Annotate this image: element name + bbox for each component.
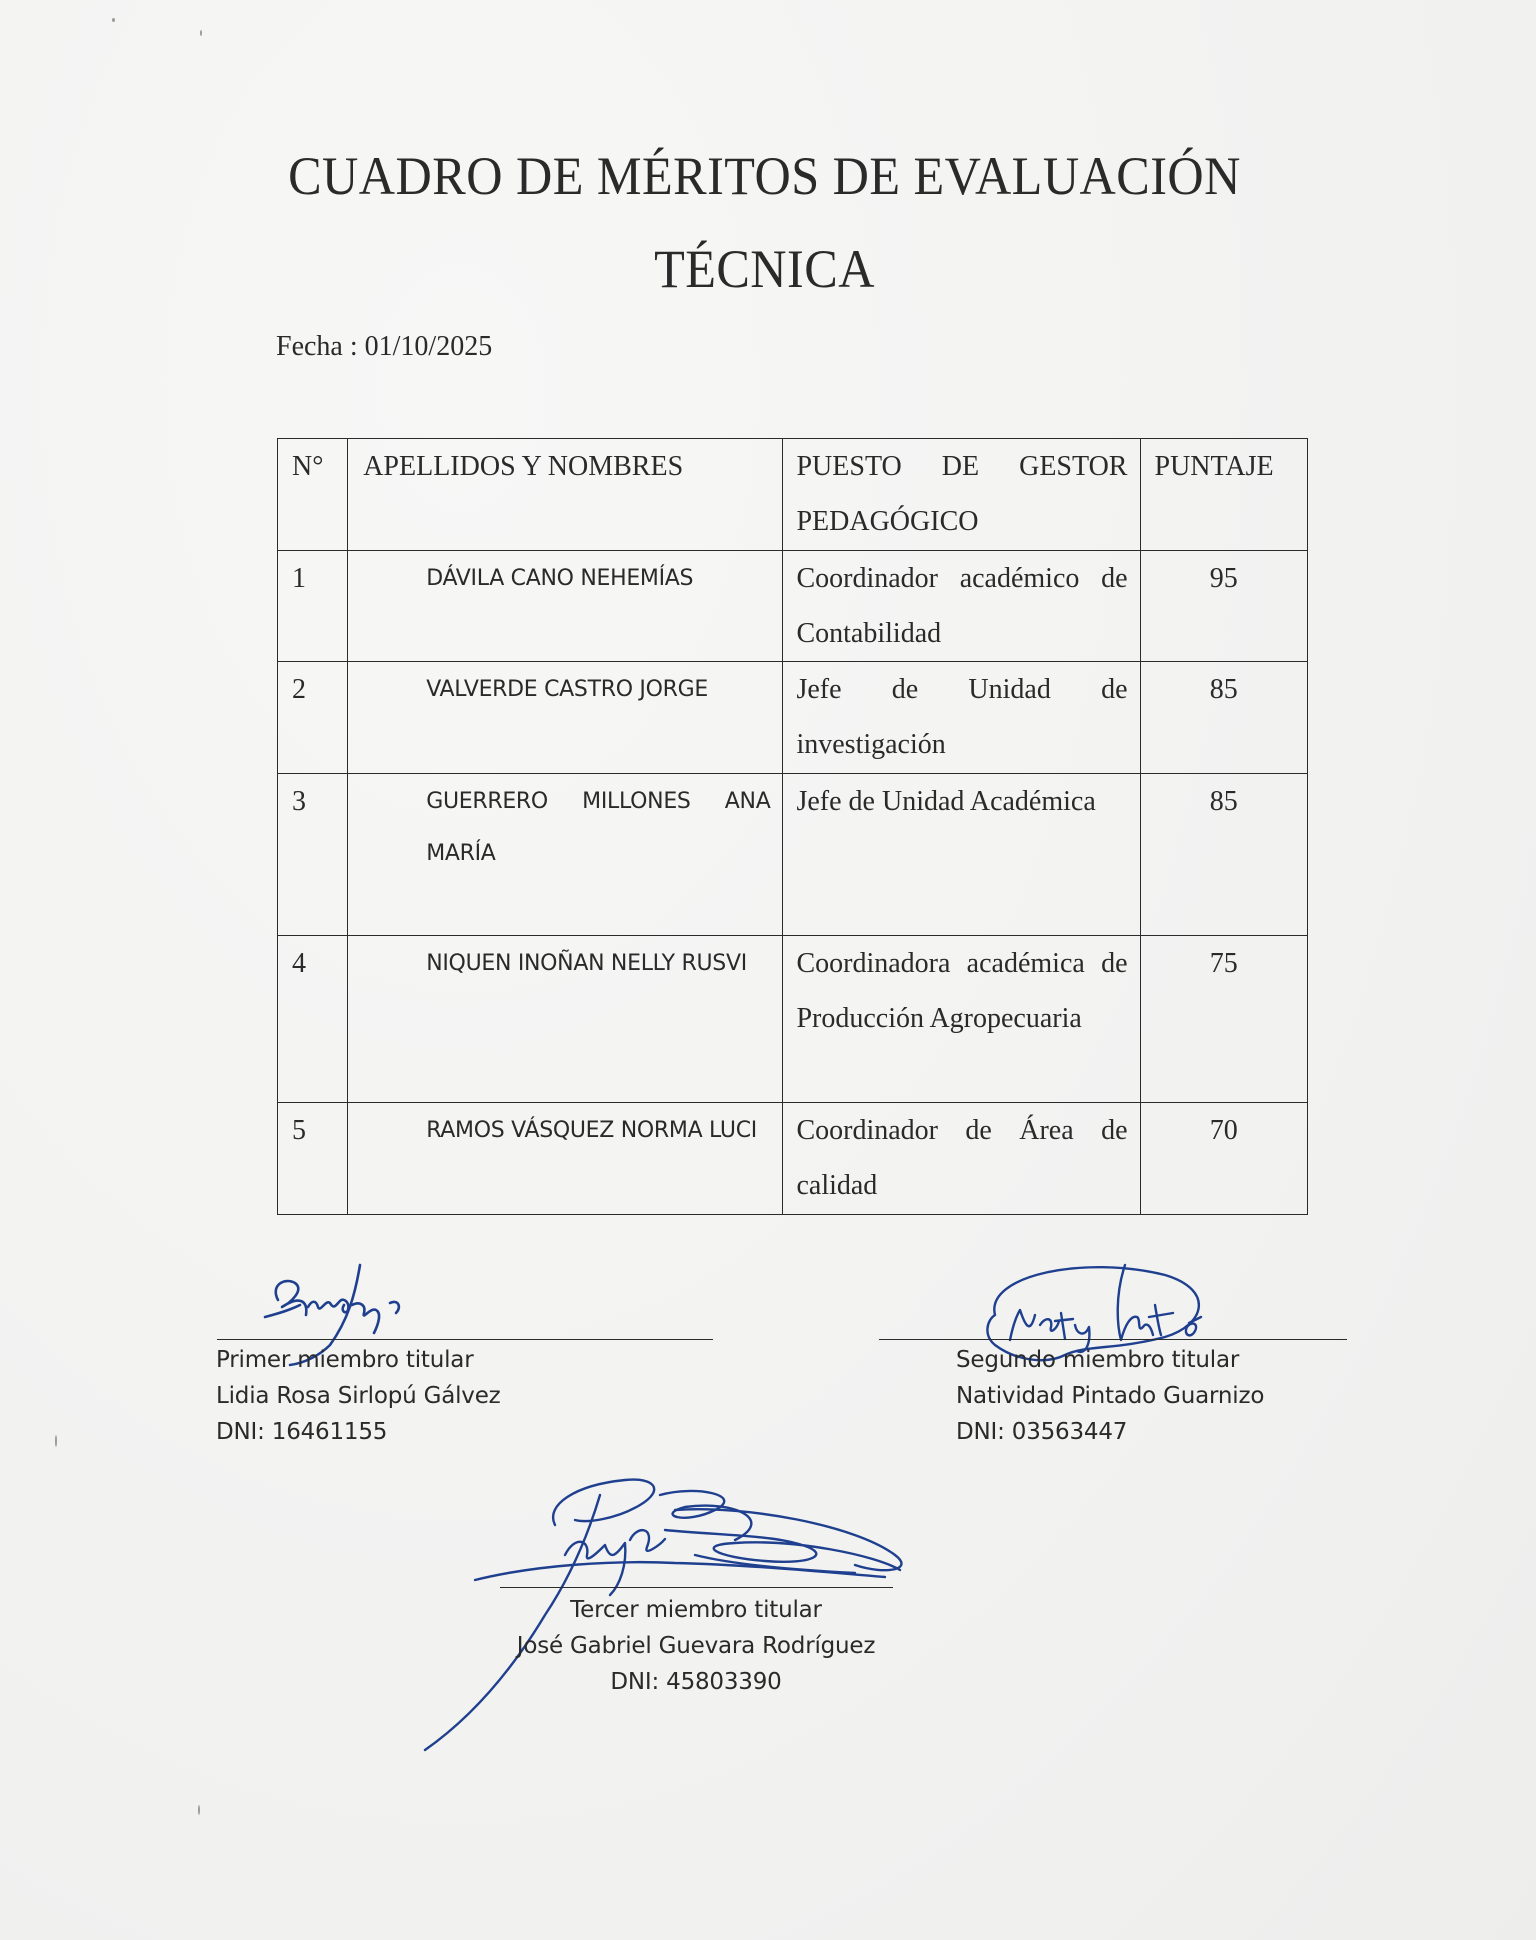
signature-2-dni: DNI: 03563447 [956,1419,1128,1445]
scan-speck [200,30,202,36]
signature-1-role: Primer miembro titular [216,1347,474,1373]
row-score: 75 [1209,948,1238,979]
row-score: 85 [1209,786,1238,817]
signature-3-role: Tercer miembro titular [570,1597,822,1623]
row-position: Jefe de Unidad de investigación [796,674,1128,760]
signature-2-name: Natividad Pintado Guarnizo [956,1383,1265,1409]
row-name: VALVERDE CASTRO JORGE [426,677,708,702]
row-position: Jefe de Unidad Académica [796,786,1096,817]
signature-3-block [496,1592,896,1700]
row-number: 2 [292,674,306,705]
header-names: APELLIDOS Y NOMBRES [363,451,684,482]
signature-3-name: José Gabriel Guevara Rodríguez [516,1633,876,1659]
row-score: 95 [1209,563,1238,594]
row-name: RAMOS VÁSQUEZ NORMA LUCI [426,1118,757,1143]
signature-3-dni: DNI: 45803390 [610,1669,782,1695]
table-row [278,551,1308,662]
header-score: PUNTAJE [1154,451,1274,482]
row-score: 70 [1209,1115,1238,1146]
row-number: 4 [292,948,306,979]
table-row [278,662,1308,774]
header-number: N° [292,451,324,482]
header-position: PUESTO DE GESTOR PEDAGÓGICO [796,451,1128,537]
signature-1-block [216,1342,501,1450]
table-row [278,936,1308,1103]
merit-table [277,438,1308,1215]
signature-1-line [217,1339,713,1340]
signature-3-line [500,1587,893,1588]
date-value: 01/10/2025 [364,331,493,362]
signature-1-dni: DNI: 16461155 [216,1419,388,1445]
table-row [278,774,1308,936]
row-position: Coordinadora académica de Producción Agropecuaria [796,948,1128,1034]
date-field [276,331,492,363]
signature-2-line [879,1339,1347,1340]
row-name: NIQUEN INOÑAN NELLY RUSVI [426,951,747,976]
signature-2-role: Segundo miembro titular [956,1347,1240,1373]
scan-speck [55,1435,57,1447]
row-name: DÁVILA CANO NEHEMÍAS [426,566,694,591]
date-label: Fecha : [276,331,365,362]
table-header-row [278,439,1308,551]
signature-1-name: Lidia Rosa Sirlopú Gálvez [216,1383,501,1409]
document-title-line-1: CUADRO DE MÉRITOS DE EVALUACIÓN [288,146,1241,206]
row-position: Coordinador académico de Contabilidad [796,563,1128,649]
row-position: Coordinador de Área de calidad [796,1115,1128,1201]
signature-2-block [956,1342,1264,1450]
row-name: GUERRERO MILLONES ANA MARÍA [426,789,771,866]
row-number: 1 [292,563,306,594]
row-number: 3 [292,786,306,817]
table-row [278,1103,1308,1215]
row-number: 5 [292,1115,306,1146]
row-score: 85 [1209,674,1238,705]
scan-speck [198,1805,200,1815]
document-title-line-2: TÉCNICA [654,239,875,299]
scan-speck [112,18,115,22]
